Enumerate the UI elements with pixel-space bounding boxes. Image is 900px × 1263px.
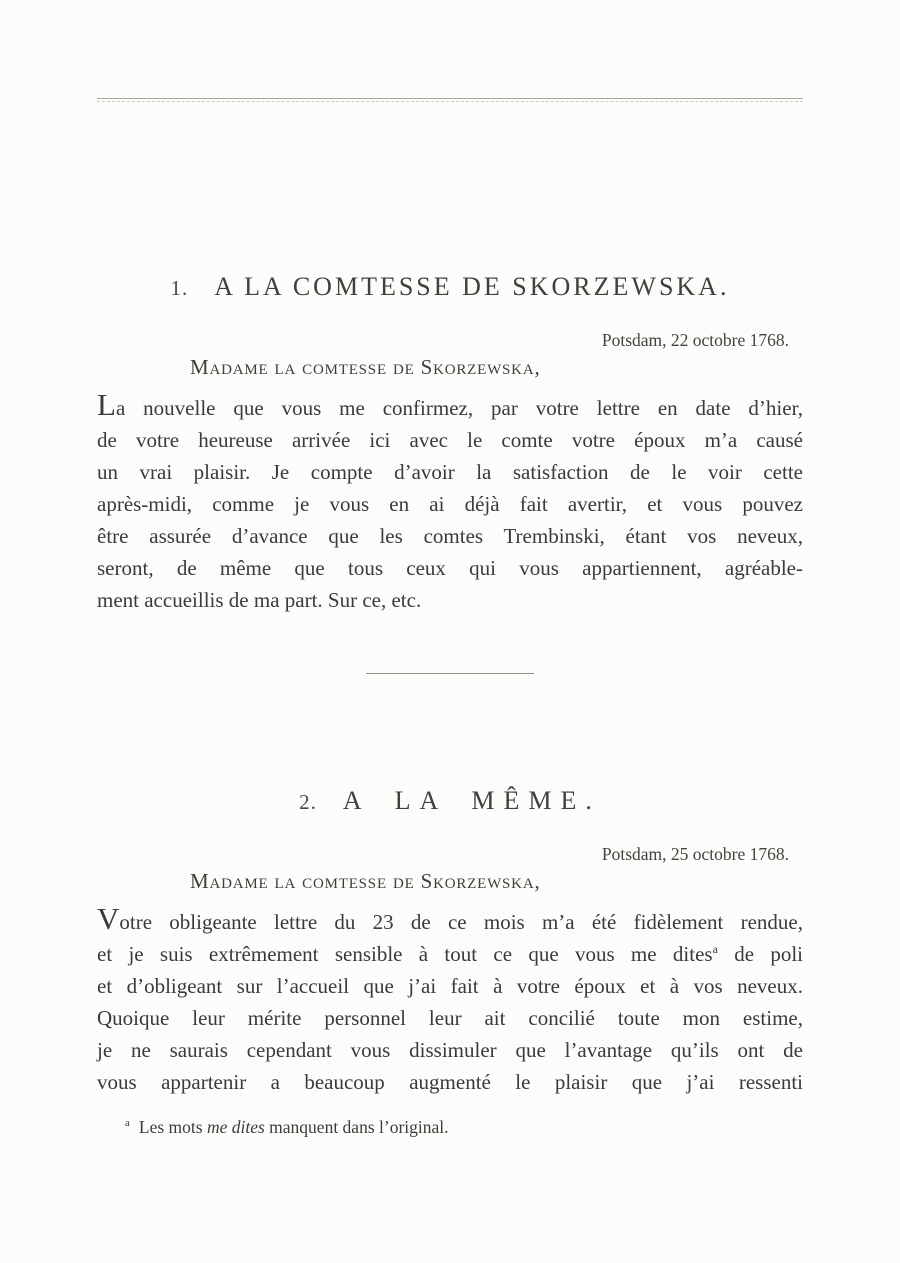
- text-segment: ment accueillis de ma part. Sur ce, etc.: [97, 588, 422, 612]
- text-segment: et d’obligeant sur l’accueil que j’ai fait à votre époux et à vos neveux.: [97, 974, 803, 998]
- letter-section-1: [97, 272, 803, 616]
- letter-title: A LA MÊME.: [342, 786, 601, 815]
- letter-body: [97, 389, 803, 616]
- footnote: [97, 1112, 803, 1138]
- letter-body: [97, 903, 803, 1098]
- text-segment: et je suis extrêmement sensible à tout ce que vous me dites: [97, 942, 713, 966]
- salutation: Madame la comtesse de Skorzewska,: [190, 355, 541, 379]
- body-line: [97, 424, 803, 456]
- section-divider: [366, 673, 534, 674]
- body-line: [97, 456, 803, 488]
- body-line: [97, 970, 803, 1002]
- text-segment: otre obligeante lettre du 23 de ce mois m’a été fidèlement rendue,: [119, 910, 803, 934]
- text-segment: manquent dans l’original.: [264, 1116, 449, 1137]
- text-segment: après-midi, comme je vous en ai déjà fait avertir, et vous pouvez: [97, 492, 803, 516]
- letter-number: 1.: [170, 276, 189, 300]
- body-line: [97, 1034, 803, 1066]
- letter-heading: [97, 786, 803, 817]
- text-segment: a nouvelle que vous me confirmez, par votre lettre en date d’hier,: [115, 396, 803, 420]
- initial-segment: V: [97, 901, 120, 936]
- text-segment: seront, de même que tous ceux qui vous appartiennent, agréable-: [97, 556, 803, 580]
- body-line: [97, 520, 803, 552]
- text-segment: de votre heureuse arrivée ici avec le comte votre époux m’a causé: [97, 428, 803, 452]
- body-line: [97, 584, 803, 616]
- letter-section-2: [97, 786, 803, 1098]
- body-line: [97, 552, 803, 584]
- letter-heading: [97, 272, 803, 303]
- body-line: [97, 938, 803, 970]
- text-segment: un vrai plaisir. Je compte d’avoir la satisfaction de le voir cette: [97, 460, 803, 484]
- body-line: [97, 903, 803, 938]
- text-segment: Les mots: [138, 1116, 207, 1137]
- initial-segment: L: [97, 387, 116, 422]
- body-line: [97, 389, 803, 424]
- dateline: Potsdam, 25 octobre 1768.: [601, 844, 789, 864]
- text-segment: je ne saurais cependant vous dissimuler que l’avantage qu’ils ont de: [97, 1038, 803, 1062]
- body-line: [97, 488, 803, 520]
- text-segment: être assurée d’avance que les comtes Trembinski, étant vos neveux,: [97, 524, 803, 548]
- text-segment: de poli: [717, 942, 803, 966]
- footnote-text: [139, 1117, 449, 1137]
- text-segment: vous appartenir a beaucoup augmenté le plaisir que j’ai ressenti: [97, 1070, 803, 1094]
- letter-title: A LA COMTESSE DE SKORZEWSKA.: [214, 272, 730, 301]
- body-line: [97, 1066, 803, 1098]
- page-content: [0, 272, 900, 1138]
- sup-segment: a: [712, 942, 718, 956]
- letter-number: 2.: [299, 790, 317, 814]
- salutation: Madame la comtesse de Skorzewska,: [190, 869, 541, 893]
- footnote-marker: a: [125, 1117, 130, 1129]
- body-line: [97, 1002, 803, 1034]
- text-segment: Quoique leur mérite personnel leur ait concilié toute mon estime,: [97, 1006, 803, 1030]
- italic-segment: me dites: [206, 1116, 265, 1137]
- page-top-rule: [97, 98, 803, 104]
- dateline: Potsdam, 22 octobre 1768.: [601, 330, 789, 350]
